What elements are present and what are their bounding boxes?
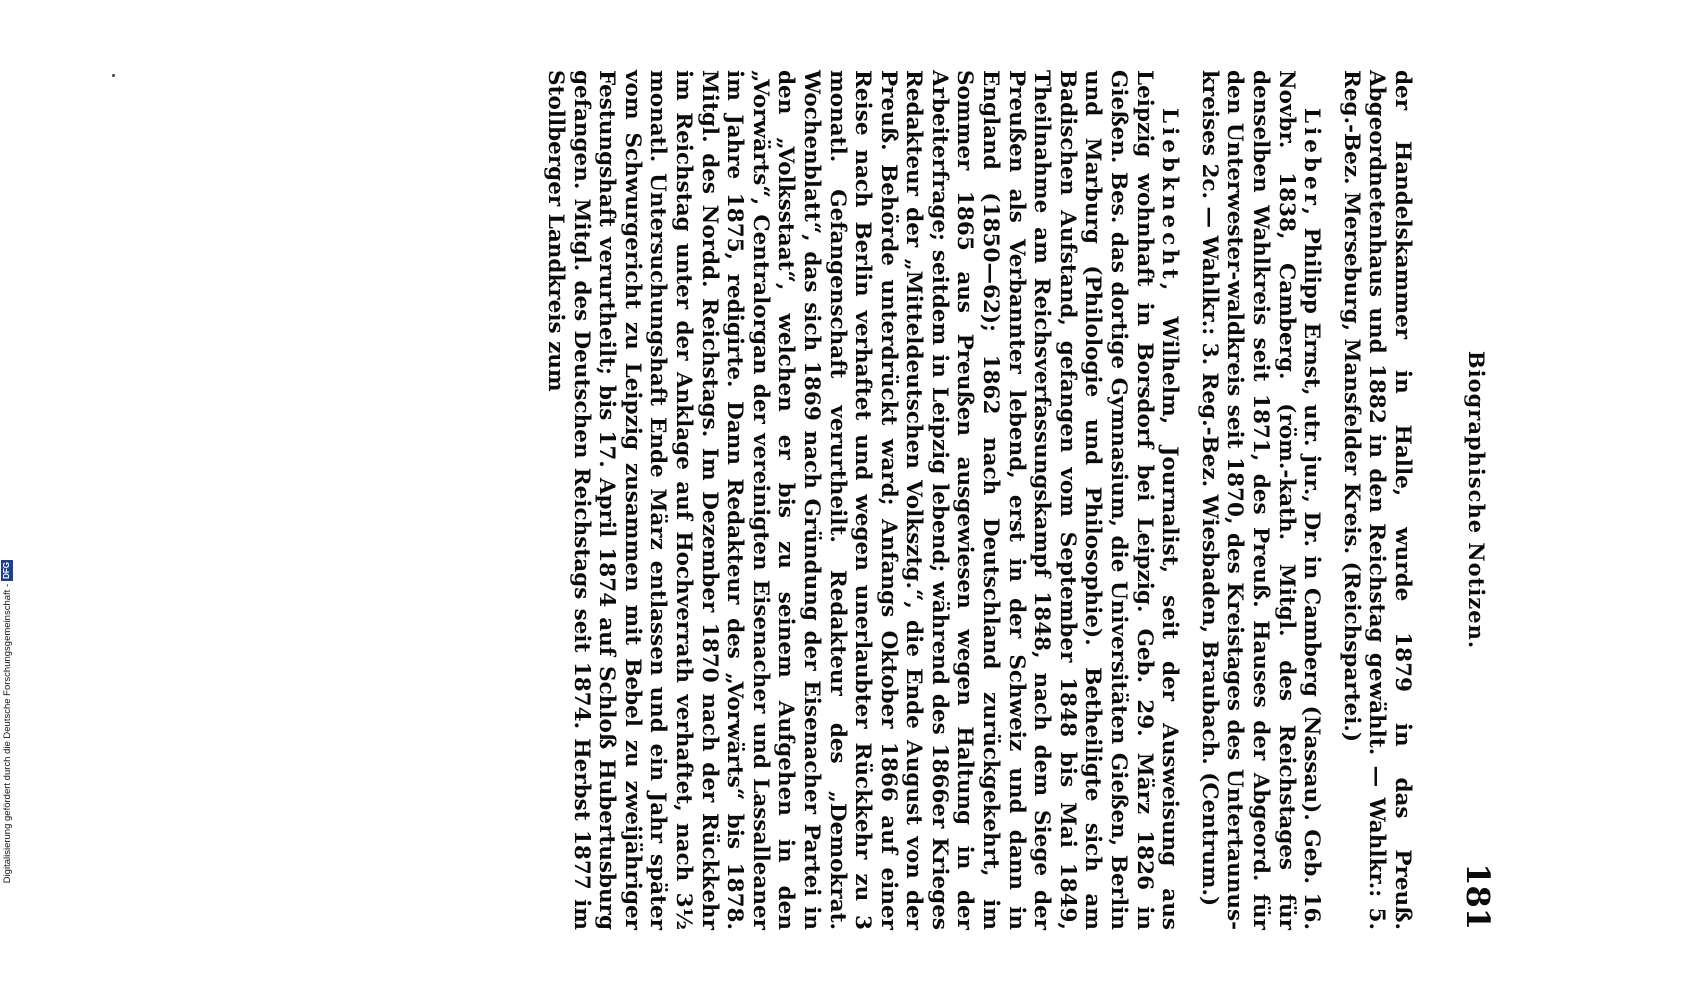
entry-text: Philipp Ernst, utr. jur., Dr. in Camberg (Nassau). Geb. 16. Novbr. 1838, Camberg. (röm.-kath. Mitgl. des Reichstages für denselben Wahlkreis seit 1871, des Preuß. Hauses der Abgeord. für den Unterwester-waldkreis seit 1870, des Kreistages des Untertaunus-kreises 2c. — Wahlkr.: 3. Reg.-Bez. Wiesbaden, Braubach. (Centrum.) — [1196, 70, 1325, 930]
dfg-funding-note — [0, 560, 14, 1000]
page-header — [1435, 70, 1495, 930]
entry-name: Liebknecht, — [1157, 108, 1183, 295]
page-number: 181 — [1459, 863, 1497, 930]
entry-lieber — [1196, 70, 1324, 930]
entry-name: Lieber, — [1299, 108, 1325, 219]
page-body — [542, 70, 1415, 930]
entry-liebknecht — [542, 70, 1182, 930]
page-content — [125, 70, 1495, 930]
continuation-paragraph: der Handelskammer in Halle, wurde 1879 in das Preuß. Abgeordnetenhaus und 1882 in den Reichstag gewählt. — Wahlkr.: 5. Reg.-Bez. Merseburg, Mansfelder Kreis. (Reichspartei.) — [1338, 70, 1415, 930]
dfg-logo: DFG — [2, 562, 11, 579]
running-title: Biographische Notizen. — [1464, 350, 1489, 650]
dfg-note-text: Digitalisierung gefördert durch die Deutsche Forschungsgemeinschaft - — [1, 583, 13, 884]
rotated-page — [125, 70, 1495, 930]
scan-speck — [112, 74, 115, 77]
entry-text: Wilhelm, Journalist, seit der Ausweisung aus Leipzig wohnhaft in Borsdorf bei Leipzig. Geb. 29. März 1826 in Gießen. Bes. das dortige Gymnasium, die Universitäten Gießen, Berlin und Marburg (Philologie und Philosophie). Betheiligte sich am Badischen Aufstand, gefangen vom September 1848 bis Mai 1849, Theilnahme am Reichsverfassungskampf 1848, nach dem Siege der Preußen als Verbannter lebend, erst in der Schweiz und dann in England (1850—62); 1862 nach Deutschland zurückgekehrt, im Sommer 1865 aus Preußen ausgewiesen wegen Haltung in der Arbeiterfrage; seitdem in Leipzig lebend; während des 1866er Krieges Redakteur der „Mitteldeutschen Volksztg.“, die Ende August von der Preuß. Behörde unterdrückt ward; Anfangs Oktober 1866 auf einer Reise nach Berlin verhaftet und wegen unerlaubter Rückkehr zu 3 monatl. Gefangenschaft verurtheilt. Redakteur des „Demokrat. Wochenblatt“, das sich 1869 nach Gründung der Eisenacher Partei in den „Volksstaat“, welchen er bis zu seinem Aufgehen in den „Vorwärts“, Centralorgan der vereinigten Eisenacher und Lassalleaner im Jahre 1875, redigirte. Dann Redakteur des „Vorwärts“ bis 1878. Mitgl. des Nordd. Reichstags. Im Dezember 1870 nach der Rückkehr im Reichstag unter der Anklage auf Hochverrath verhaftet, nach 3½ monatl. Untersuchungshaft Ende März entlassen und ein Jahr später vom Schwurgericht zu Leipzig zusammen mit Bebel zu zweijähriger Festungshaft verurtheilt; bis 17. April 1874 auf Schloß Hubertusburg gefangen. Mitgl. des Deutschen Reichstags seit 1874. Herbst 1877 im Stollberger Landkreis zum — [543, 70, 1183, 930]
